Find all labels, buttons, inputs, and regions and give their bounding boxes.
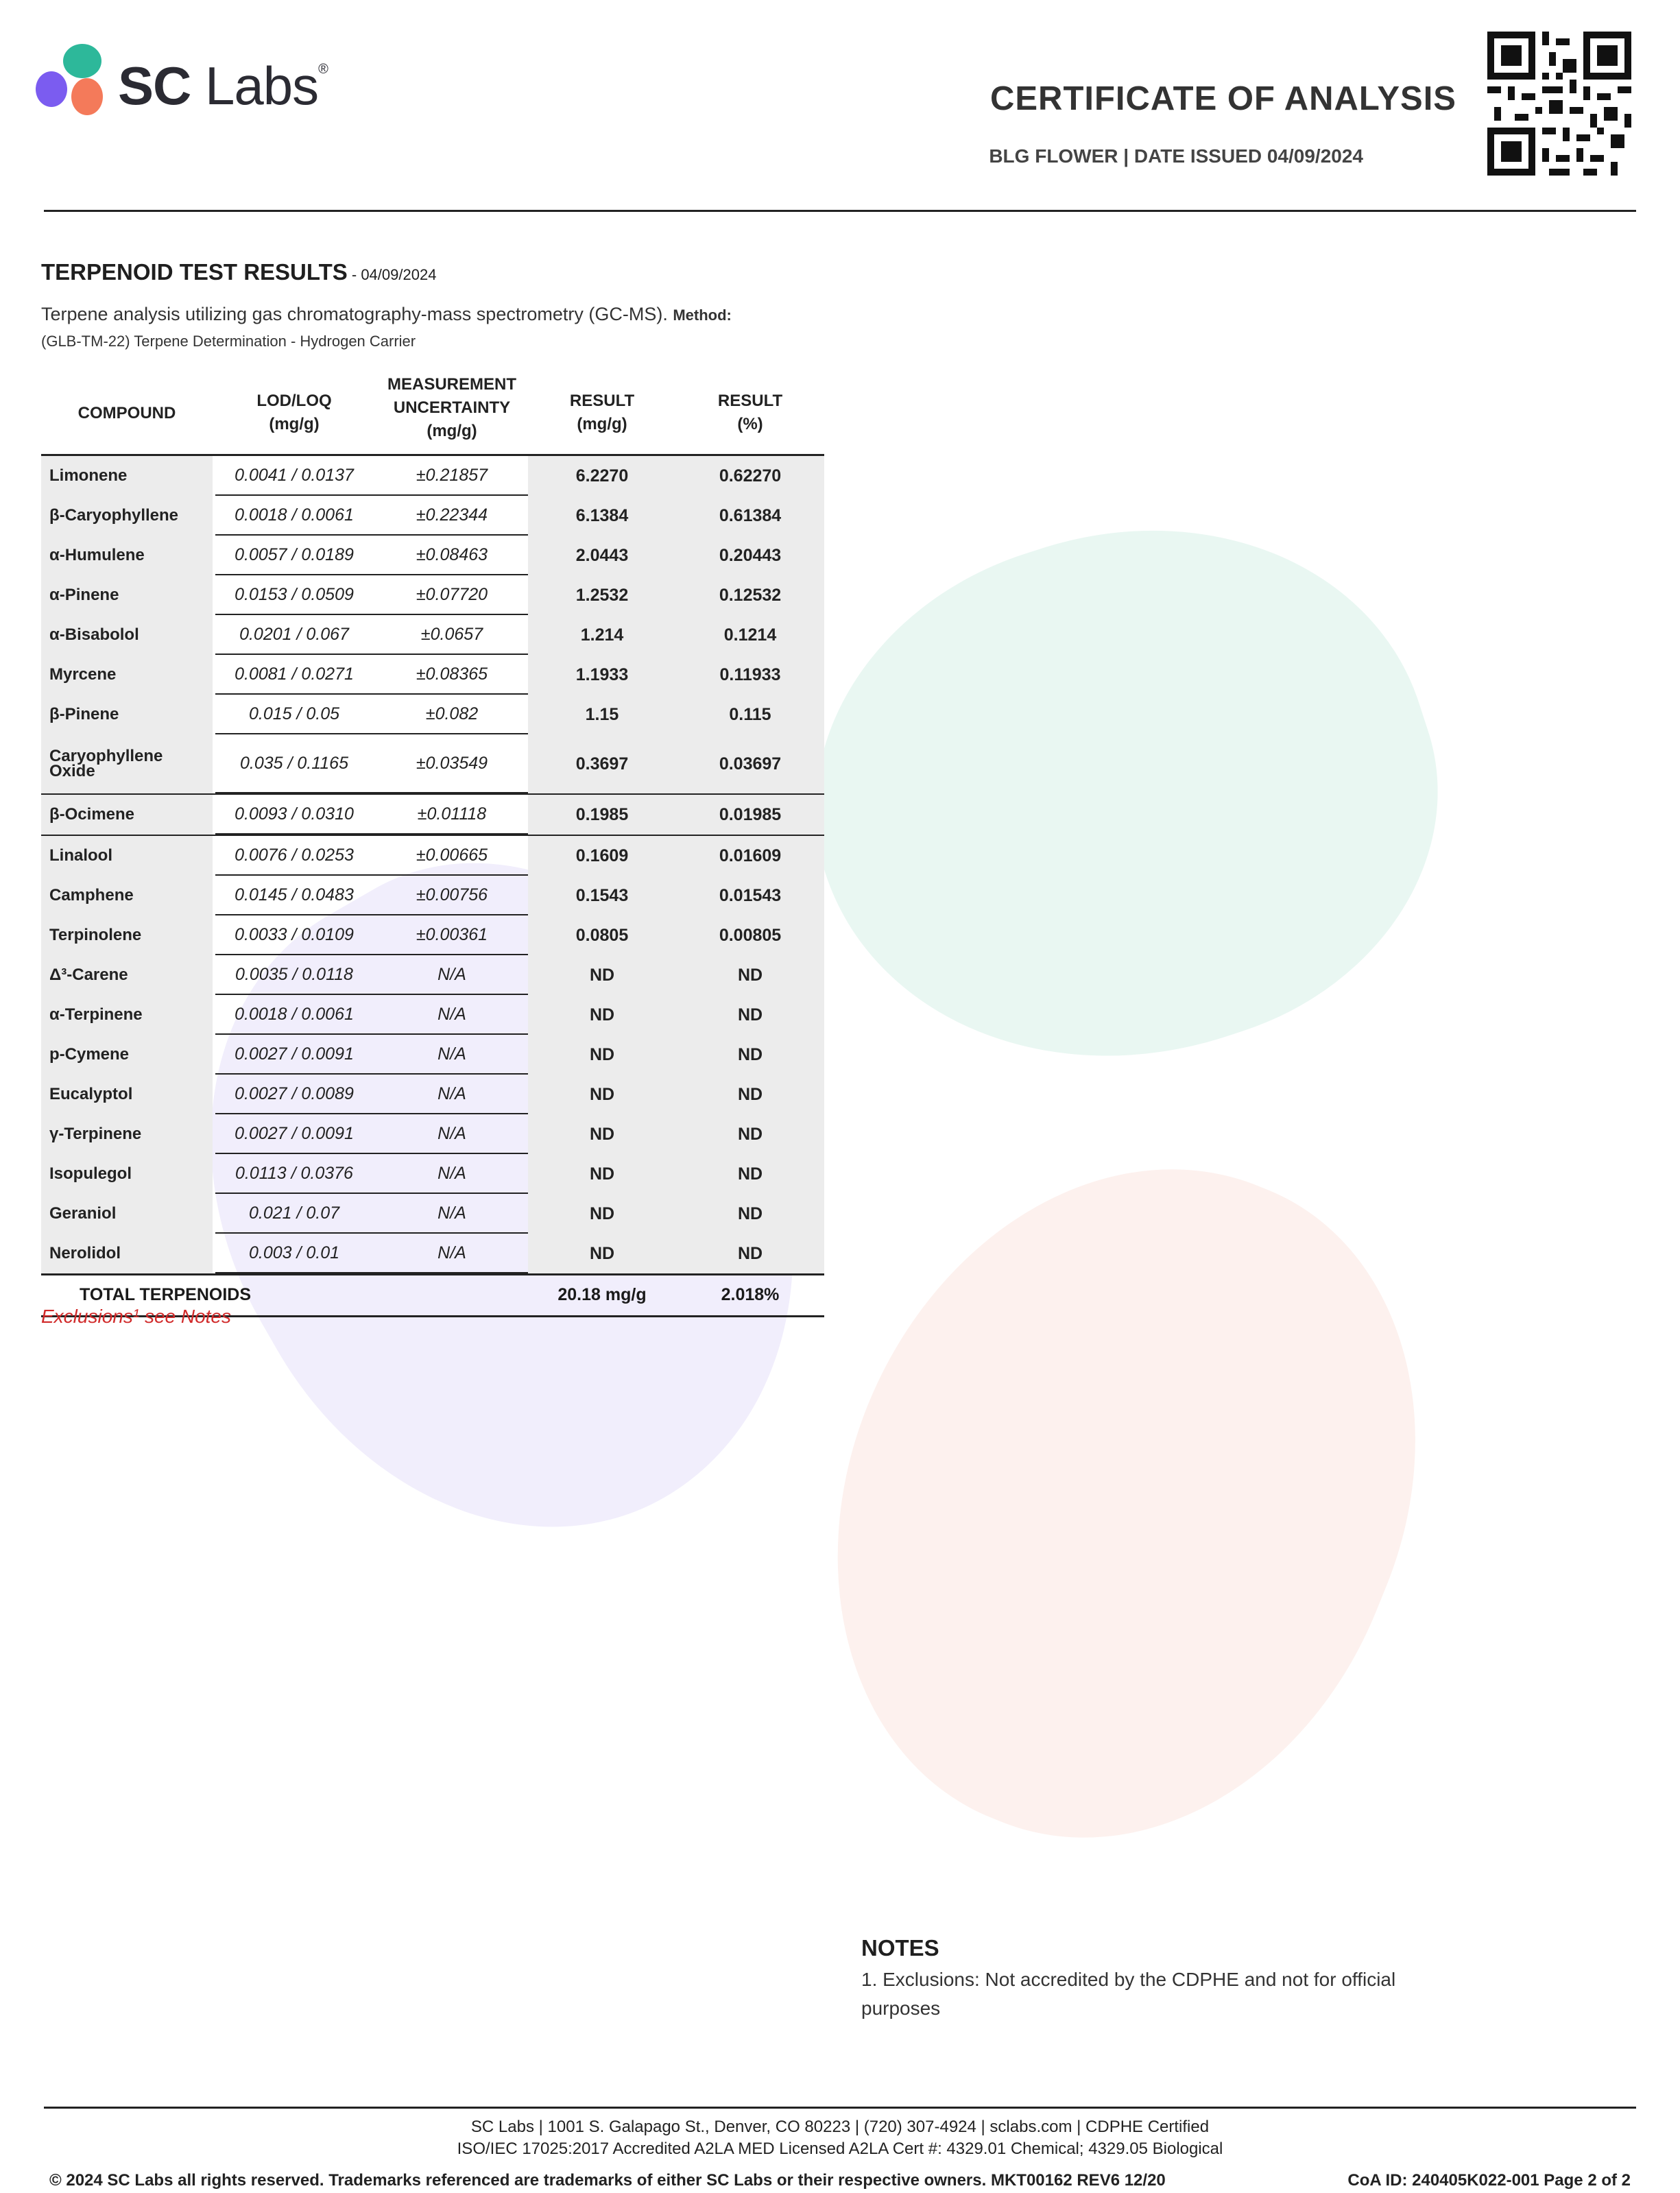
total-pct: 2.018% [721, 1285, 780, 1304]
result-mg-value: ND [589, 1084, 615, 1104]
result-cells [528, 1035, 824, 1075]
uncertainty-value: ±0.21857 [416, 465, 488, 485]
compound-name: α-Bisabolol [41, 615, 213, 655]
compound-name: γ-Terpinene [41, 1114, 213, 1154]
logo-wordmark: SC Labs® [118, 56, 328, 116]
result-cells [528, 575, 824, 615]
uncertainty-value: N/A [437, 1004, 466, 1024]
result-pct-value: 0.01985 [719, 804, 782, 824]
result-mg-value: ND [589, 1044, 615, 1064]
uncertainty-value: N/A [437, 1083, 466, 1103]
result-cells [528, 1234, 824, 1273]
compound-name: Geraniol [41, 1194, 213, 1234]
lod-loq-value: 0.0201 / 0.067 [239, 624, 349, 644]
compound-name: Terpinolene [41, 915, 213, 955]
result-pct-value: ND [737, 1164, 763, 1184]
result-cells [528, 536, 824, 575]
lod-loq-and-uncertainty [215, 795, 531, 835]
compound-name: α-Pinene [41, 575, 213, 615]
lod-loq-and-uncertainty [215, 655, 531, 695]
result-pct-value: 0.11933 [719, 664, 781, 684]
uncertainty-value: ±0.00756 [416, 885, 488, 904]
result-mg-value: 0.1543 [575, 885, 629, 905]
footer-address: SC Labs | 1001 S. Galapago St., Denver, CO 80223 | (720) 307-4924 | sclabs.com | CDPHE Certified [470, 2118, 1210, 2136]
col-header-lodloq: LOD/LOQ (mg/g) [256, 392, 332, 433]
table-row [41, 1194, 824, 1234]
result-cells [528, 695, 824, 734]
table-row [41, 1234, 824, 1273]
lod-loq-and-uncertainty [215, 915, 531, 955]
lod-loq-and-uncertainty [215, 1114, 531, 1154]
col-header-compound: COMPOUND [77, 404, 176, 422]
compound-name: p-Cymene [41, 1035, 213, 1075]
result-cells [528, 1194, 824, 1234]
uncertainty-value: ±0.08463 [416, 544, 488, 564]
compound-name: α-Terpinene [41, 995, 213, 1035]
lod-loq-value: 0.0027 / 0.0091 [235, 1044, 354, 1064]
table-header [41, 373, 824, 454]
result-mg-value: ND [589, 1124, 615, 1144]
compound-name: β-Pinene [41, 695, 213, 734]
lod-loq-and-uncertainty [215, 456, 531, 496]
result-mg-value: 0.1609 [575, 846, 629, 865]
lod-loq-and-uncertainty [215, 615, 531, 655]
header-divider [44, 210, 1636, 212]
lod-loq-value: 0.0027 / 0.0089 [235, 1083, 354, 1103]
uncertainty-value: ±0.082 [425, 704, 479, 723]
table-row [41, 1075, 824, 1114]
result-pct-value: 0.62270 [719, 466, 782, 486]
lod-loq-value: 0.021 / 0.07 [248, 1203, 340, 1223]
lod-loq-value: 0.0081 / 0.0271 [235, 664, 354, 684]
result-mg-value: 1.214 [580, 625, 624, 645]
table-row [41, 835, 824, 876]
footer-coa-id: CoA ID: 240405K022-001 Page 2 of 2 [1347, 2171, 1631, 2190]
compound-name: β-Caryophyllene [41, 496, 213, 536]
total-label: TOTAL TERPENOIDS [80, 1285, 252, 1304]
compound-name: Δ³-Carene [41, 955, 213, 995]
lod-loq-and-uncertainty [215, 575, 531, 615]
result-cells [528, 734, 824, 793]
result-mg-value: 6.2270 [575, 466, 629, 486]
result-cells [528, 1075, 824, 1114]
result-pct-value: 0.20443 [719, 545, 782, 565]
result-cells [528, 876, 824, 915]
uncertainty-value: ±0.22344 [416, 505, 488, 525]
exclusions-note: Exclusions¹ see Notes [41, 1306, 232, 1327]
notes-title: NOTES [861, 1935, 939, 1961]
lod-loq-value: 0.0018 / 0.0061 [235, 1004, 354, 1024]
compound-name: Camphene [41, 876, 213, 915]
lod-loq-and-uncertainty [215, 995, 531, 1035]
terpenoid-results-table [41, 373, 824, 1317]
lod-loq-and-uncertainty [215, 536, 531, 575]
result-mg-value: ND [589, 1005, 615, 1024]
lod-loq-value: 0.003 / 0.01 [248, 1243, 340, 1262]
table-row [41, 536, 824, 575]
table-row [41, 655, 824, 695]
result-mg-value: 1.15 [585, 704, 619, 724]
col-header-result-mg: RESULT (mg/g) [569, 392, 635, 433]
result-mg-value: 0.0805 [575, 925, 629, 945]
result-mg-value: ND [589, 1243, 615, 1263]
uncertainty-value: N/A [437, 1243, 466, 1262]
lod-loq-value: 0.015 / 0.05 [248, 704, 340, 723]
uncertainty-value: ±0.00361 [416, 924, 488, 944]
compound-name: α-Humulene [41, 536, 213, 575]
lod-loq-and-uncertainty [215, 734, 531, 793]
table-row [41, 456, 824, 496]
result-pct-value: 0.115 [729, 704, 771, 724]
result-mg-value: 6.1384 [575, 505, 629, 525]
section-title: TERPENOID TEST RESULTS - 04/09/2024 [41, 259, 437, 285]
uncertainty-value: ±0.00665 [416, 845, 488, 865]
result-mg-value: 2.0443 [575, 545, 629, 565]
table-row [41, 995, 824, 1035]
result-pct-value: 0.12532 [719, 585, 782, 605]
table-row [41, 793, 824, 835]
col-header-result-pct: RESULT (%) [717, 392, 783, 433]
uncertainty-value: N/A [437, 1123, 466, 1143]
lod-loq-value: 0.0033 / 0.0109 [235, 924, 354, 944]
compound-name: Isopulegol [41, 1154, 213, 1194]
result-pct-value: ND [737, 1243, 763, 1263]
lod-loq-value: 0.0076 / 0.0253 [235, 845, 354, 865]
result-pct-value: 0.00805 [719, 925, 782, 945]
lod-loq-value: 0.0041 / 0.0137 [235, 465, 354, 485]
compound-name: Linalool [41, 836, 213, 876]
uncertainty-value: ±0.08365 [416, 664, 488, 684]
lod-loq-and-uncertainty [215, 836, 531, 876]
result-cells [528, 1154, 824, 1194]
lod-loq-value: 0.035 / 0.1165 [239, 753, 348, 773]
footer-copyright: © 2024 SC Labs all rights reserved. Trademarks referenced are trademarks of either SC Labs or their respective owners. MKT00162 REV6 12/20 [49, 2171, 1166, 2190]
result-mg-value: ND [589, 1164, 615, 1184]
uncertainty-value: N/A [437, 964, 466, 984]
qr-code-icon[interactable] [1487, 32, 1632, 176]
method-description: Terpene analysis utilizing gas chromatography-mass spectrometry (GC-MS). Method: (GLB-TM-22) Terpene Determination - Hydrogen Carrier [41, 304, 732, 350]
compound-name: Eucalyptol [41, 1075, 213, 1114]
result-mg-value: 0.3697 [575, 754, 629, 774]
result-mg-value: 1.2532 [575, 585, 629, 605]
result-pct-value: 0.03697 [719, 754, 782, 774]
lod-loq-value: 0.0018 / 0.0061 [235, 505, 354, 525]
result-cells [528, 915, 824, 955]
table-row [41, 1114, 824, 1154]
lod-loq-and-uncertainty [215, 876, 531, 915]
result-mg-value: ND [589, 965, 615, 985]
lod-loq-and-uncertainty [215, 1234, 531, 1273]
uncertainty-value: ±0.01118 [417, 804, 487, 824]
col-header-uncertainty: MEASUREMENT UNCERTAINTY (mg/g) [387, 375, 516, 440]
result-pct-value: 0.61384 [719, 505, 782, 525]
lod-loq-and-uncertainty [215, 695, 531, 734]
logo-dot-orange [71, 78, 103, 115]
total-mg: 20.18 mg/g [557, 1285, 647, 1304]
table-row [41, 1154, 824, 1194]
compound-name: Myrcene [41, 655, 213, 695]
lod-loq-value: 0.0093 / 0.0310 [235, 804, 354, 824]
lod-loq-value: 0.0113 / 0.0376 [235, 1163, 353, 1183]
result-cells [528, 836, 824, 876]
footer-divider [44, 2107, 1636, 2109]
table-row [41, 1035, 824, 1075]
table-row [41, 734, 824, 793]
uncertainty-value: ±0.07720 [416, 584, 488, 604]
compound-name: β-Ocimene [41, 795, 213, 835]
result-cells [528, 496, 824, 536]
lod-loq-and-uncertainty [215, 955, 531, 995]
compound-name: Caryophyllene Oxide [41, 734, 213, 793]
uncertainty-value: N/A [437, 1044, 466, 1064]
lod-loq-value: 0.0027 / 0.0091 [235, 1123, 354, 1143]
result-mg-value: 1.1933 [575, 664, 629, 684]
notes-text: 1. Exclusions: Not accredited by the CDPHE and not for official purposes [861, 1969, 1396, 2019]
decor-blob-pink [742, 1081, 1507, 1923]
footer-accreditation: ISO/IEC 17025:2017 Accredited A2LA MED Licensed A2LA Cert #: 4329.01 Chemical; 4329.05 Biological [457, 2140, 1223, 2158]
result-pct-value: 0.01543 [719, 885, 782, 905]
table-body [41, 454, 824, 1273]
result-cells [528, 795, 824, 835]
result-cells [528, 655, 824, 695]
sc-labs-logo [36, 41, 344, 123]
lod-loq-value: 0.0145 / 0.0483 [235, 885, 354, 904]
result-mg-value: ND [589, 1203, 615, 1223]
result-mg-value: 0.1985 [575, 804, 629, 824]
result-cells [528, 615, 824, 655]
lod-loq-value: 0.0035 / 0.0118 [235, 964, 353, 984]
table-row [41, 915, 824, 955]
lod-loq-value: 0.0057 / 0.0189 [235, 544, 354, 564]
table-row [41, 695, 824, 734]
result-cells [528, 955, 824, 995]
lod-loq-and-uncertainty [215, 1194, 531, 1234]
table-row [41, 955, 824, 995]
result-pct-value: ND [737, 1124, 763, 1144]
decor-blob-green [751, 453, 1499, 1139]
document-subtitle: BLG FLOWER | DATE ISSUED 04/09/2024 [989, 145, 1363, 167]
lod-loq-and-uncertainty [215, 1035, 531, 1075]
result-pct-value: ND [737, 1044, 763, 1064]
logo-dot-green [63, 44, 101, 78]
compound-name: Nerolidol [41, 1234, 213, 1273]
result-pct-value: ND [737, 965, 763, 985]
result-cells [528, 1114, 824, 1154]
uncertainty-value: ±0.0657 [420, 624, 483, 644]
result-pct-value: ND [737, 1005, 763, 1024]
table-row [41, 615, 824, 655]
table-row [41, 876, 824, 915]
lod-loq-and-uncertainty [215, 496, 531, 536]
logo-dot-purple [36, 71, 67, 107]
uncertainty-value: N/A [437, 1163, 466, 1183]
uncertainty-value: ±0.03549 [416, 753, 488, 773]
result-cells [528, 995, 824, 1035]
result-pct-value: ND [737, 1203, 763, 1223]
table-row [41, 575, 824, 615]
document-title: CERTIFICATE OF ANALYSIS [989, 80, 1456, 117]
uncertainty-value: N/A [437, 1203, 466, 1223]
result-pct-value: 0.1214 [723, 625, 777, 645]
result-cells [528, 456, 824, 496]
table-row [41, 496, 824, 536]
lod-loq-value: 0.0153 / 0.0509 [235, 584, 354, 604]
lod-loq-and-uncertainty [215, 1075, 531, 1114]
lod-loq-and-uncertainty [215, 1154, 531, 1194]
result-pct-value: ND [737, 1084, 763, 1104]
result-pct-value: 0.01609 [719, 846, 782, 865]
compound-name: Limonene [41, 456, 213, 496]
